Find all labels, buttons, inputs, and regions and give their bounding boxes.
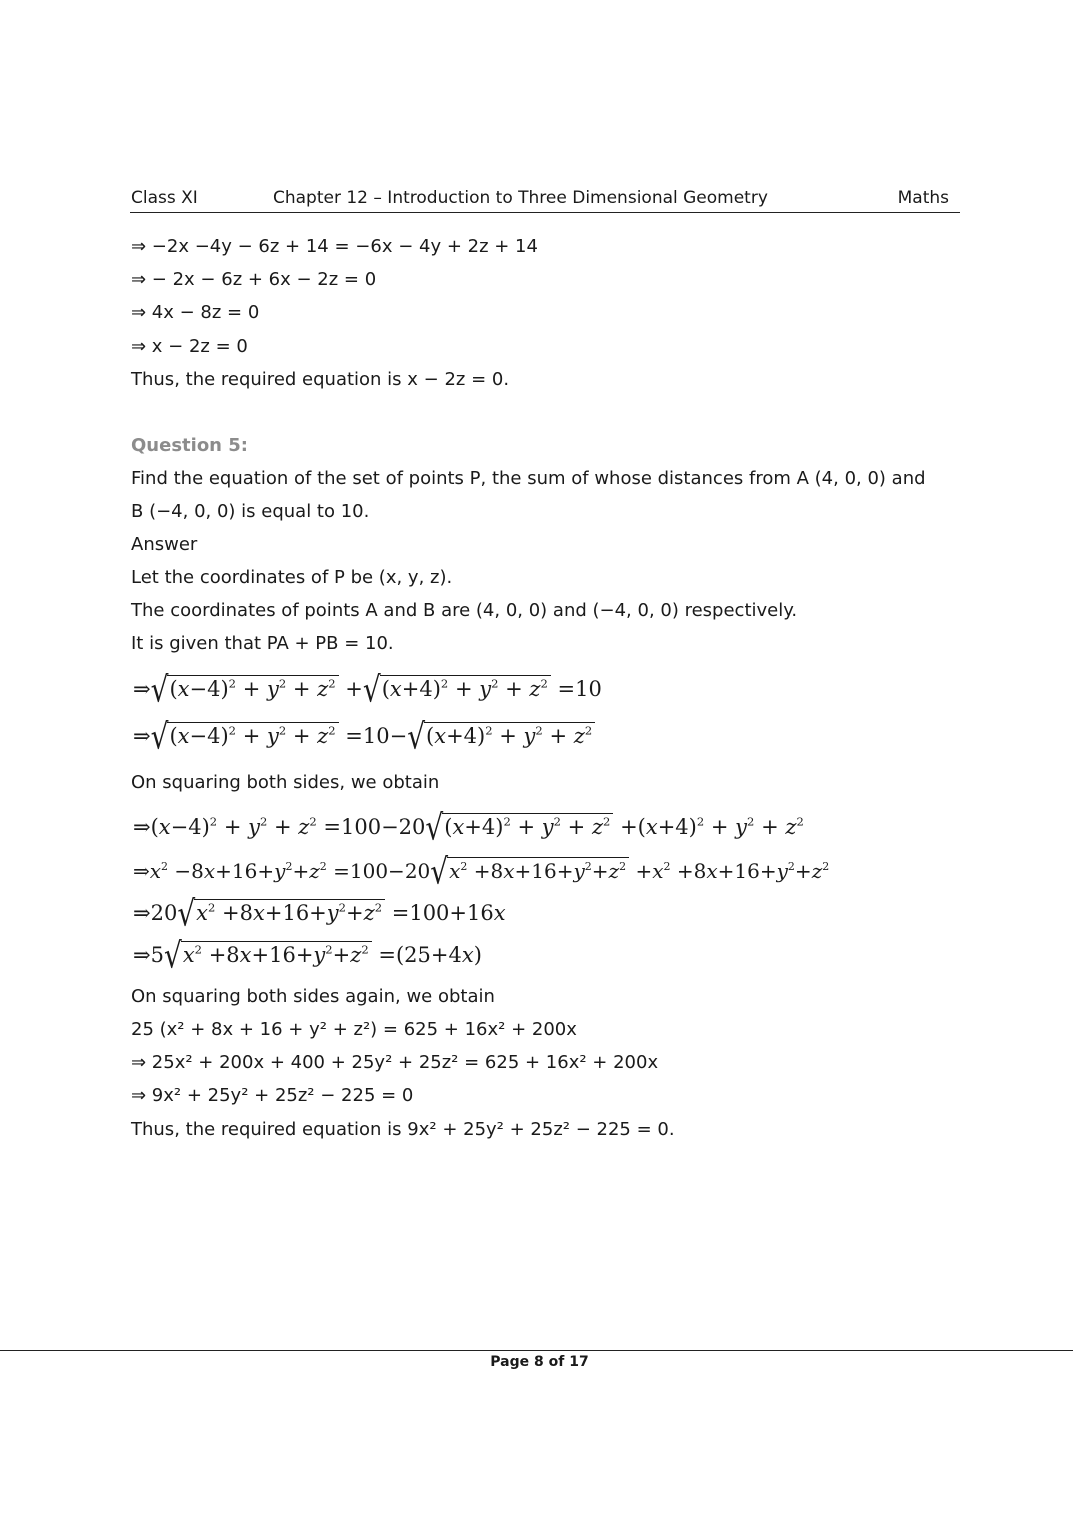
answer-step-3: It is given that PA + PB = 10.: [131, 633, 394, 654]
continuation-line-4: ⇒ x − 2z = 0: [131, 336, 248, 357]
continuation-line-3: ⇒ 4x − 8z = 0: [131, 302, 260, 323]
chapter-title: Chapter 12 – Introduction to Three Dimensional Geometry: [273, 188, 768, 208]
previous-conclusion: Thus, the required equation is x − 2z = 0.: [131, 369, 510, 390]
question-heading: Question 5:: [131, 435, 248, 456]
question-text-line-1: Find the equation of the set of points P, the sum of whose distances from A (4, 0, 0) and: [131, 468, 926, 489]
squaring-again-note: On squaring both sides again, we obtain: [131, 986, 495, 1007]
page-number: Page 8 of 17: [490, 1354, 589, 1370]
continuation-line-1: ⇒ −2x −4y − 6z + 14 = −6x − 4y + 2z + 14: [131, 236, 538, 257]
final-conclusion: Thus, the required equation is 9x² + 25y² + 25z² − 225 = 0.: [131, 1119, 675, 1140]
squaring-note: On squaring both sides, we obtain: [131, 772, 440, 793]
subject-label: Maths: [897, 188, 949, 208]
final-step-2: ⇒ 25x² + 200x + 400 + 25y² + 25z² = 625 + 16x² + 200x: [131, 1052, 659, 1073]
equation-6: $\Rightarrow 5√x^2 +8x+16+y^2+z^2 =(25+4x)$: [133, 934, 482, 976]
equation-3: $\Rightarrow(x-4)^2 + y^2 + z^2 =100-20√(x+4)^2 + y^2 + z^2 +(x+4)^2 + y^2 + z^2$: [133, 806, 804, 848]
footer-divider: [0, 1350, 1073, 1351]
final-step-1: 25 (x² + 8x + 16 + y² + z²) = 625 + 16x² + 200x: [131, 1019, 577, 1040]
class-label: Class XI: [131, 188, 198, 208]
answer-step-2: The coordinates of points A and B are (4, 0, 0) and (−4, 0, 0) respectively.: [131, 600, 798, 621]
equation-2: $\Rightarrow√(x-4)^2 + y^2 + z^2 =10-√(x+4)^2 + y^2 + z^2$: [133, 721, 595, 752]
equation-4: $\Rightarrow x^2 -8x+16+y^2+z^2 =100-20√x^2 +8x+16+y^2+z^2 +x^2 +8x+16+y^2+z^2$: [133, 850, 830, 892]
final-step-3: ⇒ 9x² + 25y² + 25z² − 225 = 0: [131, 1085, 414, 1106]
equation-5: $\Rightarrow 20√x^2 +8x+16+y^2+z^2 =100+16x$: [133, 892, 506, 934]
equation-1: $\Rightarrow√(x-4)^2 + y^2 + z^2 +√(x+4)^2 + y^2 + z^2 =10$: [133, 668, 602, 710]
continuation-line-2: ⇒ − 2x − 6z + 6x − 2z = 0: [131, 269, 377, 290]
question-text-line-2: B (−4, 0, 0) is equal to 10.: [131, 501, 370, 522]
answer-step-1: Let the coordinates of P be (x, y, z).: [131, 567, 453, 588]
page-header: [130, 188, 960, 213]
answer-label: Answer: [131, 534, 198, 555]
